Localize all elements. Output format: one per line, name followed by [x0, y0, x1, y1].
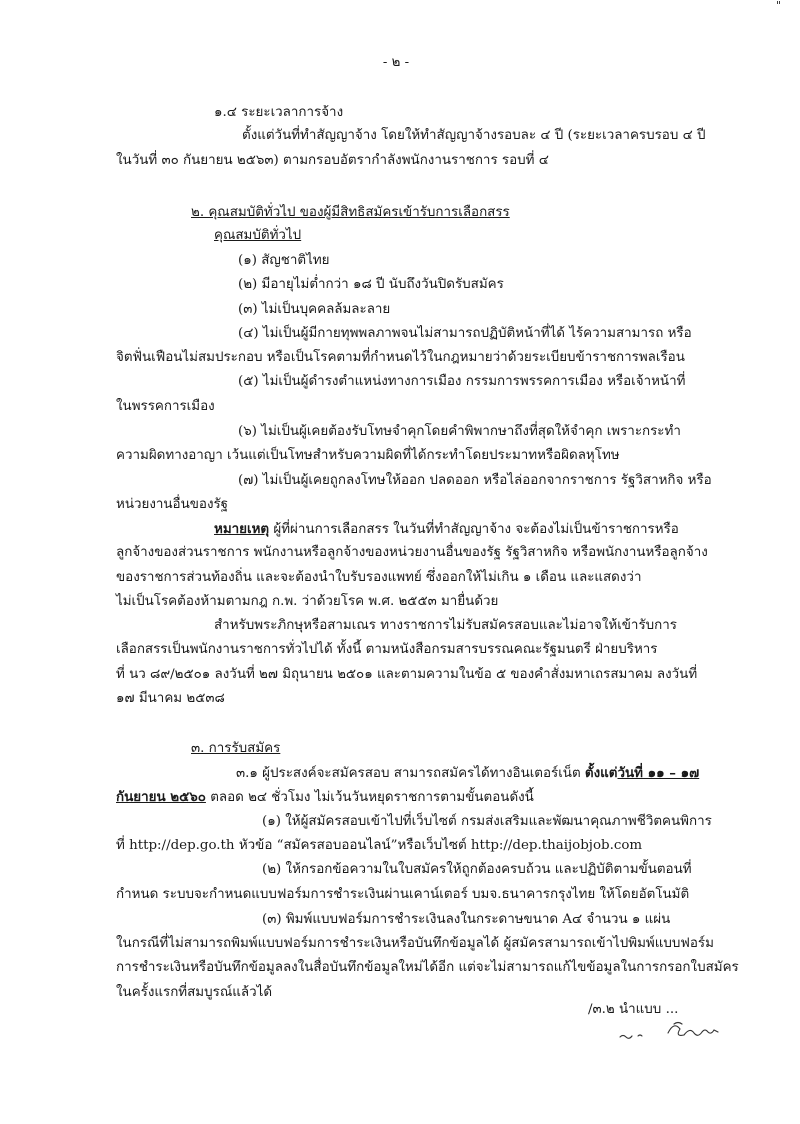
- note-line4: ไม่เป็นโรคต้องห้ามตามกฎ ก.พ. ว่าด้วยโรค พ.ศ. ๒๕๕๓ มายื่นด้วย: [116, 594, 499, 609]
- step-2-line1: (๒) ให้กรอกข้อความในใบสมัครให้ถูกต้องครบถ้วน และปฏิบัติตามขั้นตอนที่: [262, 862, 692, 877]
- section-3-1-rest: ตลอด ๒๔ ชั่วโมง ไม่เว้นวันหยุดราชการตามขั้นตอนดังนี้: [205, 790, 534, 805]
- section-1-4-line2: ในวันที่ ๓๐ กันยายน ๒๕๖๓) ตามกรอบอัตรากำลังพนักงานราชการ รอบที่ ๔: [116, 153, 549, 168]
- section-1-4-line1: ตั้งแต่วันที่ทำสัญญาจ้าง โดยให้ทำสัญญาจ้างรอบละ ๔ ปี (ระยะเวลาครบรอบ ๔ ปี: [242, 128, 706, 143]
- note-label: หมายเหตุ: [214, 521, 270, 537]
- qualification-4-line1: (๔) ไม่เป็นผู้มีกายทุพพลภาพจนไม่สามารถปฏิบัติหน้าที่ได้ ไร้ความสามารถ หรือ: [238, 326, 692, 341]
- qualification-5-line2: ในพรรคการเมือง: [116, 399, 215, 414]
- section-3-heading: ๓. การรับสมัคร: [191, 741, 281, 756]
- qualification-2: (๒) มีอายุไม่ต่ำกว่า ๑๘ ปี นับถึงวันปิดรับสมัคร: [238, 277, 504, 292]
- monk-line2: เลือกสรรเป็นพนักงานราชการทั่วไปได้ ทั้งนี้ ตามหนังสือกรมสารบรรณคณะรัฐมนตรี ฝ่ายบริหาร: [116, 642, 658, 657]
- step-1-line2: ที่ http://dep.go.th หัวข้อ “สมัครสอบออนไลน์”หรือเว็บไซต์ http://dep.thaijobjob.com: [116, 838, 643, 853]
- section-3-1-line2: [116, 787, 534, 808]
- step-2-line2: กำหนด ระบบจะกำหนดแบบฟอร์มการชำระเงินผ่านเคาน์เตอร์ บมจ.ธนาคารกรุงไทย ให้โดยอัตโนมัติ: [116, 887, 690, 902]
- section-3-1-month: กันยายน ๒๕๖๐: [116, 789, 206, 805]
- step-3-line3: การชำระเงินหรือบันทึกข้อมูลลงในสื่อบันทึกข้อมูลใหม่ได้อีก แต่จะไม่สามารถแก้ไขข้อมูลในการกรอกใบสมัคร: [116, 960, 739, 975]
- qualification-3: (๓) ไม่เป็นบุคคลล้มละลาย: [238, 302, 391, 317]
- page-number: - ๒ -: [382, 55, 410, 70]
- section-3-1-text: ๓.๑ ผู้ประสงค์จะสมัครสอบ สามารถสมัครได้ทางอินเตอร์เน็ต: [236, 766, 585, 781]
- qualification-6-line1: (๖) ไม่เป็นผู้เคยต้องรับโทษจำคุกโดยคำพิพากษาถึงที่สุดให้จำคุก เพราะกระทำ: [238, 424, 681, 439]
- monk-line1: สำหรับพระภิกษุหรือสามเณร ทางราชการไม่รับสมัครสอบและไม่อาจให้เข้ารับการ: [214, 618, 677, 633]
- qualification-7-line2: หน่วยงานอื่นของรัฐ: [116, 497, 229, 512]
- note-text: ผู้ที่ผ่านการเลือกสรร ในวันที่ทำสัญญาจ้าง จะต้องไม่เป็นข้าราชการหรือ: [269, 522, 679, 537]
- qualification-5-line1: (๕) ไม่เป็นผู้ดำรงตำแหน่งทางการเมือง กรรมการพรรคการเมือง หรือเจ้าหน้าที่: [238, 374, 686, 389]
- qualification-6-line2: ความผิดทางอาญา เว้นแต่เป็นโทษสำหรับความผิดที่ได้กระทำโดยประมาทหรือผิดลหุโทษ: [116, 448, 620, 463]
- section-3-1-dates: วันที่ ๑๑ – ๑๗: [617, 765, 700, 781]
- monk-line4: ๑๗ มีนาคม ๒๕๓๘: [116, 691, 225, 706]
- step-3-line2: ในกรณีที่ไม่สามารถพิมพ์แบบฟอร์มการชำระเงินหรือบันทึกข้อมูลได้ ผู้สมัครสามารถเข้าไปพิมพ์แบบฟอร์ม: [116, 936, 714, 951]
- note-line3: ของราชการส่วนท้องถิ่น และจะต้องนำใบรับรองแพทย์ ซึ่งออกให้ไม่เกิน ๑ เดือน และแสดงว่า: [116, 570, 642, 585]
- note-line2: ลูกจ้างของส่วนราชการ พนักงานหรือลูกจ้างของหน่วยงานอื่นของรัฐ รัฐวิสาหกิจ หรือพนักงานหรือลูกจ้าง: [116, 545, 708, 560]
- step-1-line1: (๑) ให้ผู้สมัครสอบเข้าไปที่เว็บไซต์ กรมส่งเสริมและพัฒนาคุณภาพชีวิตคนพิการ: [262, 814, 712, 829]
- qualification-4-line2: จิตฟั่นเฟือนไม่สมประกอบ หรือเป็นโรคตามที่กำหนดไว้ในกฎหมายว่าด้วยระเบียบข้าราชการพลเรือน: [116, 350, 685, 365]
- section-3-1-line1: [236, 763, 699, 784]
- qualification-1: (๑) สัญชาติไทย: [238, 253, 330, 268]
- monk-line3: ที่ นว ๘๙/๒๕๐๑ ลงวันที่ ๒๗ มิถุนายน ๒๕๐๑ และตามความในข้อ ๕ ของคำสั่งมหาเถรสมาคม ลงวันที่: [116, 667, 698, 682]
- qualification-7-line1: (๗) ไม่เป็นผู้เคยถูกลงโทษให้ออก ปลดออก หรือไล่ออกจากราชการ รัฐวิสาหกิจ หรือ: [238, 473, 712, 488]
- step-3-line1: (๓) พิมพ์แบบฟอร์มการชำระเงินลงในกระดาษขนาด A๔ จำนวน ๑ แผ่น: [262, 912, 671, 927]
- continuation-marker: /๓.๒ นำแบบ ...: [588, 1002, 679, 1017]
- corner-mark: ": [776, 0, 782, 12]
- signature-scribble: [614, 1015, 764, 1045]
- note-line1: [214, 519, 679, 540]
- step-3-line4: ในครั้งแรกที่สมบูรณ์แล้วได้: [116, 985, 273, 1000]
- section-1-4-heading: ๑.๔ ระยะเวลาการจ้าง: [214, 105, 344, 120]
- section-3-1-from: ตั้งแต่: [584, 765, 618, 781]
- section-2-subheading: คุณสมบัติทั่วไป: [214, 228, 302, 243]
- section-2-heading: ๒. คุณสมบัติทั่วไป ของผู้มีสิทธิสมัครเข้ารับการเลือกสรร: [191, 205, 510, 220]
